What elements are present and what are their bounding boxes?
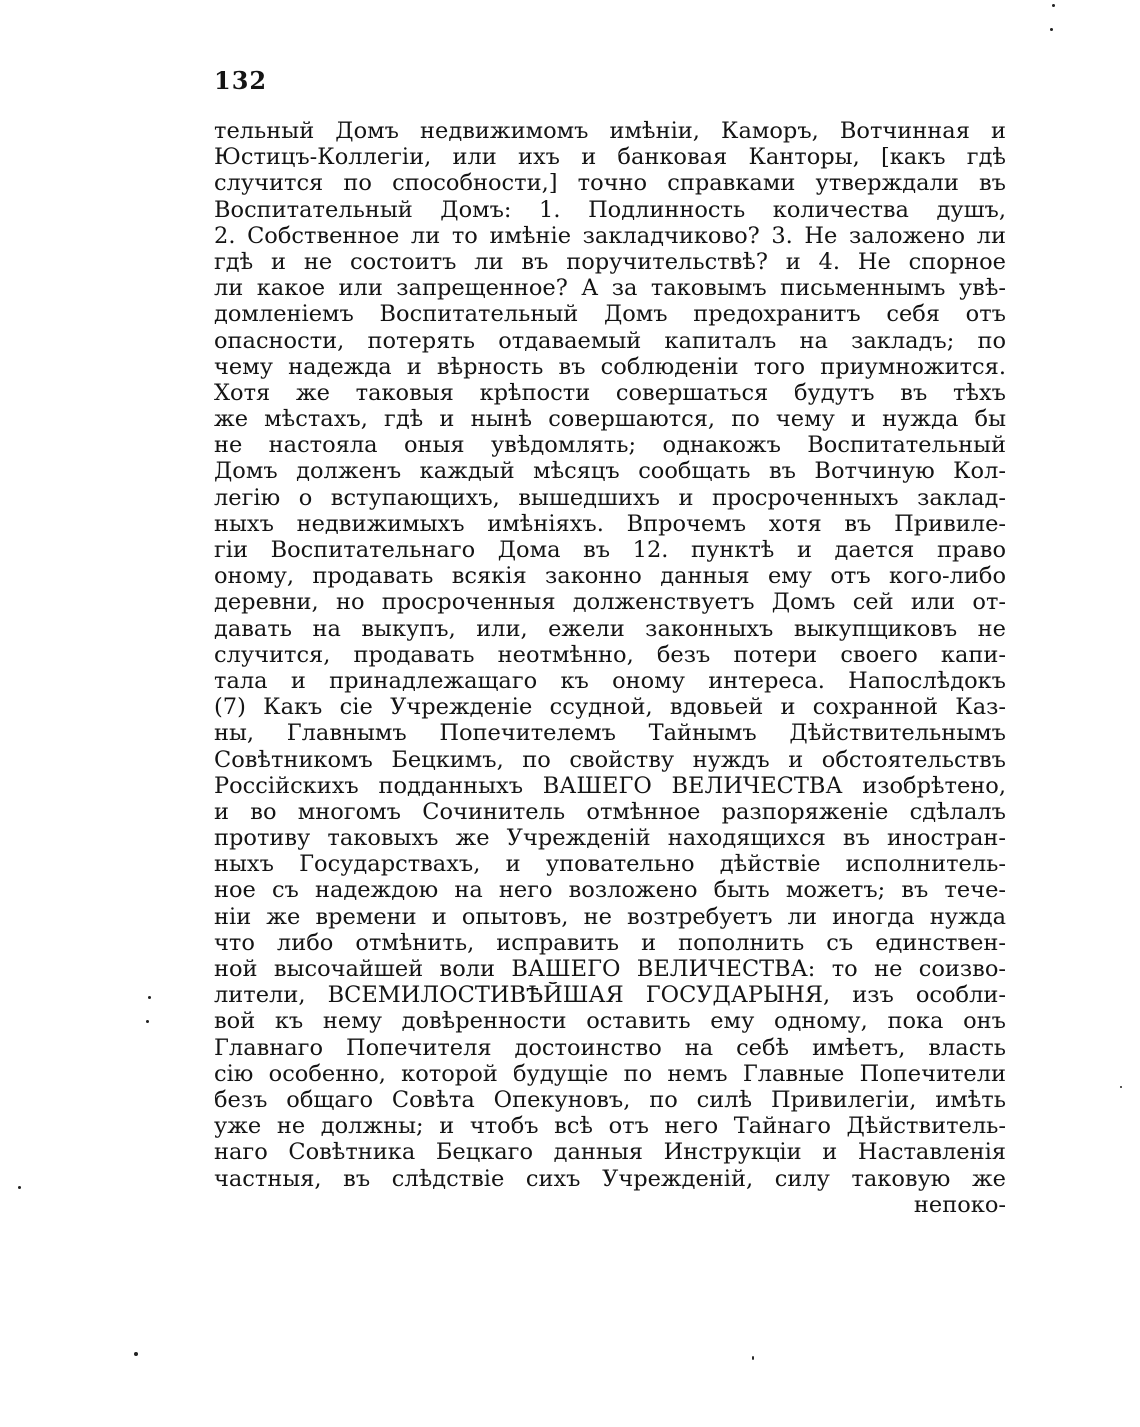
text-line: Воспитательный Домъ: 1. Подлинность количества душъ, [214, 196, 1006, 223]
text-line: тала и принадлежащаго къ оному интереса. Напослѣдокъ [214, 667, 1006, 694]
text-line: вой къ нему довѣренности оставить ему одному, пока онъ [214, 1008, 1006, 1035]
text-line: же мѣстахъ, гдѣ и нынѣ совершаются, по чему и нужда бы [214, 406, 1006, 433]
scan-speck [1120, 1086, 1122, 1088]
text-line: давать на выкупъ, или, ежели законныхъ выкупщиковъ не [214, 615, 1006, 642]
text-line: безъ общаго Совѣта Опекуновъ, по силѣ Привилегіи, имѣть [214, 1086, 1006, 1113]
text-line: деревни, но просроченныя долженствуетъ Домъ сей или от- [214, 589, 1006, 616]
text-line: ныхъ Государствахъ, и уповательно дѣйствіе исполнитель- [214, 851, 1006, 878]
text-line: не настояла оныя увѣдомлять; однакожъ Воспитательный [214, 432, 1006, 459]
text-line: домленіемъ Воспитательный Домъ предохранитъ себя отъ [214, 301, 1006, 328]
text-line: случится по способности,] точно справками утверждали въ [214, 170, 1006, 197]
text-line: наго Совѣтника Бецкаго данныя Инструкціи и Наставленія [214, 1139, 1006, 1166]
text-line: Россійскихъ подданныхъ ВАШЕГО ВЕЛИЧЕСТВА изобрѣтено, [214, 772, 1006, 799]
page-number: 132 [214, 66, 268, 95]
scan-speck [134, 1352, 138, 1356]
text-line: ли какое или запрещенное? А за таковымъ письменнымъ увѣ- [214, 275, 1006, 302]
text-line: Юстицъ-Коллегіи, или ихъ и банковая Канторы, [какъ гдѣ [214, 144, 1006, 171]
scan-speck [1050, 28, 1053, 31]
text-line: тельный Домъ недвижимомъ имѣніи, Каморъ, Вотчинная и [214, 118, 1006, 144]
text-line: (7) Какъ сіе Учрежденіе ссудной, вдовьей и сохранной Каз- [214, 694, 1006, 721]
text-line: сію особенно, которой будущіе по немъ Главные Попечители [214, 1060, 1006, 1087]
text-line: ной высочайшей воли ВАШЕГО ВЕЛИЧЕСТВА: то не соизво- [214, 956, 1006, 982]
scan-speck [146, 1020, 149, 1023]
text-line: лители, ВСЕМИЛОСТИВѢЙШАЯ ГОСУДАРЫНЯ, изъ особли- [214, 982, 1006, 1009]
catchword: непоко- [913, 1191, 1006, 1218]
text-line: ное съ надеждою на него возложено быть можетъ; въ тече- [214, 877, 1006, 904]
scan-speck [752, 1356, 754, 1360]
text-line: ніи же времени и опытовъ, не возтребуетъ ли иногда нужда [214, 903, 1006, 930]
text-line: ныхъ недвижимыхъ имѣніяхъ. Впрочемъ хотя въ Привиле- [214, 510, 1006, 537]
text-line: случится, продавать неотмѣнно, безъ потери своего капи- [214, 641, 1006, 668]
text-line: что либо отмѣнить, исправить и пополнить съ единствен- [214, 929, 1006, 956]
text-line: и во многомъ Сочинитель отмѣнное разпоряженіе сдѣлалъ [214, 798, 1006, 825]
text-line: опасности, потерять отдаваемый капиталъ на закладъ; по [214, 327, 1006, 354]
scan-speck [1052, 4, 1055, 7]
text-line: оному, продавать всякія законно данныя ему отъ кого-либо [214, 563, 1006, 590]
body-text [214, 118, 1006, 1218]
text-line: ны, Главнымъ Попечителемъ Тайнымъ Дѣйствительнымъ [214, 720, 1006, 747]
scan-speck [148, 996, 151, 999]
text-line: противу таковыхъ же Учрежденій находящихся въ иностран- [214, 825, 1006, 852]
text-line: гдѣ и не состоитъ ли въ поручительствѣ? и 4. Не спорное [214, 248, 1006, 275]
text-line: Хотя же таковыя крѣпости совершаться будутъ въ тѣхъ [214, 379, 1006, 406]
text-line: частныя, въ слѣдствіе сихъ Учрежденій, силу таковую же [214, 1165, 1006, 1192]
text-line: чему надежда и вѣрность въ соблюденіи того приумножится. [214, 353, 1006, 380]
text-line: уже не должны; и чтобъ всѣ отъ него Тайнаго Дѣйствитель- [214, 1113, 1006, 1140]
text-line: легію о вступающихъ, вышедшихъ и просроченныхъ заклад- [214, 484, 1006, 511]
text-line: Главнаго Попечителя достоинство на себѣ имѣетъ, власть [214, 1034, 1006, 1061]
text-line: Совѣтникомъ Бецкимъ, по свойству нуждъ и обстоятельствъ [214, 746, 1006, 773]
text-line: Домъ долженъ каждый мѣсяцъ сообщать въ Вотчиную Кол- [214, 458, 1006, 485]
text-line: гіи Воспитательнаго Дома въ 12. пунктѣ и дается право [214, 537, 1006, 563]
text-line: 2. Собственное ли то имѣніе закладчиково? 3. Не заложено ли [214, 222, 1006, 249]
scan-speck [18, 1186, 21, 1189]
